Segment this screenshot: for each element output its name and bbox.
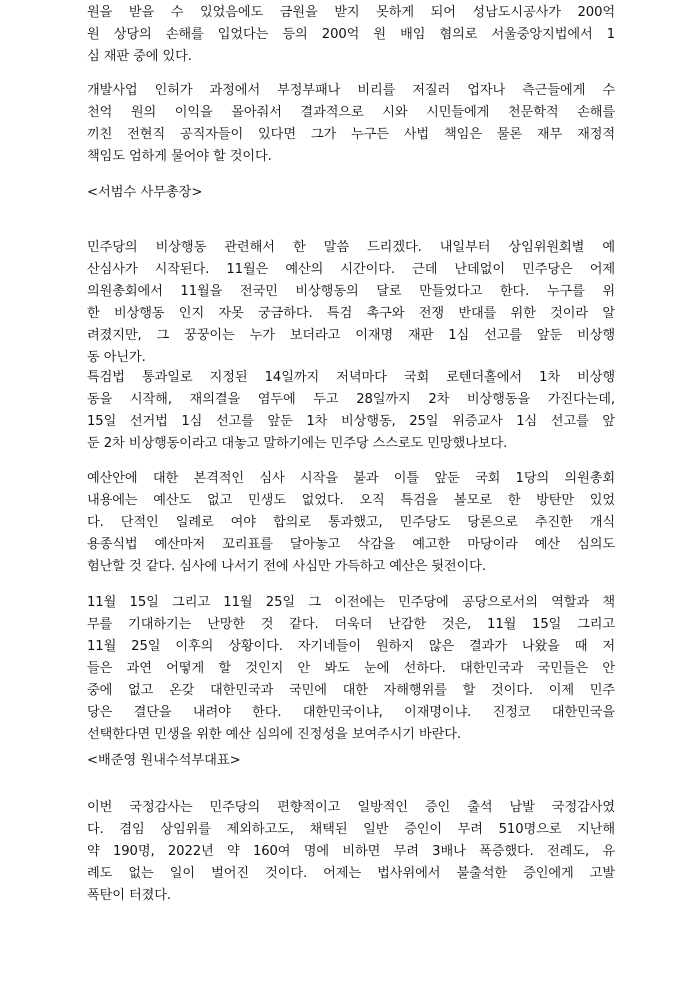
text-line: 천억 원의 이익을 몰아줘서 결과적으로 시와 시민들에게 천문학적 손해를 [87, 105, 615, 120]
text-line: 동 아닌가. [87, 350, 146, 365]
section-heading [87, 750, 615, 772]
text-line: 용종식법 예산마저 꼬리표를 달아놓고 삭감을 예고한 마당이라 예산 심의도 [87, 537, 615, 552]
text-line: 당은 결단을 내려야 한다. 대한민국이냐, 이재명이냐. 진정코 대한민국을 [87, 705, 615, 720]
text-line: 다. 단적인 일례로 여야 합의로 통과했고, 민주당도 당론으로 추진한 개식 [87, 515, 615, 530]
text-line: 험난할 것 같다. 심사에 나서기 전에 사심만 가득하고 예산은 뒷전이다. [87, 559, 486, 574]
text-line: 심 재판 중에 있다. [87, 49, 192, 64]
body-paragraph [87, 237, 615, 369]
text-line: 둔 2차 비상행동이라고 대놓고 말하기에는 민주당 스스로도 민망했나보다. [87, 436, 508, 451]
text-line: 선택한다면 민생을 위한 예산 심의에 진정성을 보여주시기 바란다. [87, 727, 461, 742]
text-line: 의원총회에서 11월을 전국민 비상행동의 달로 만들었다고 한다. 누구를 위 [87, 284, 615, 299]
text-line: 무를 기대하기는 난망한 것 같다. 더욱더 난감한 것은, 11월 15일 그리고 [87, 617, 615, 632]
text-line: 11월 15일 그리고 11월 25일 그 이전에는 민주당에 공당으로서의 역할과 책 [87, 595, 615, 610]
text-line: 개발사업 인허가 과정에서 부정부패나 비리를 저질러 업자나 측근들에게 수 [87, 83, 615, 98]
text-line: 산심사가 시작된다. 11월은 예산의 시간이다. 근데 난데없이 민주당은 어제 [87, 262, 615, 277]
body-paragraph [87, 468, 615, 578]
text-line: 다. 겸임 상임위를 제외하고도, 채택된 일반 증인이 무려 510명으로 지난해 [87, 822, 615, 837]
text-line: 약 190명, 2022년 약 160여 명에 비하면 무려 3배나 폭증했다. 전례도, 유 [87, 844, 615, 859]
text-line: 예산안에 대한 본격적인 심사 시작을 불과 이틀 앞둔 국회 1당의 의원총회 [87, 471, 615, 486]
text-line: 중에 없고 온갖 대한민국과 국민에 대한 자해행위를 할 것이다. 이제 민주 [87, 683, 615, 698]
text-line: 원 상당의 손해를 입었다는 등의 200억 원 배임 혐의로 서울중앙지법에서 1 [87, 27, 615, 42]
text-line: <서범수 사무총장> [87, 185, 203, 200]
body-paragraph [87, 367, 615, 455]
text-line: 15일 선거법 1심 선고를 앞둔 1차 비상행동, 25일 위증교사 1심 선고를 앞 [87, 414, 615, 429]
text-line: 들은 과연 어떻게 할 것인지 안 봐도 눈에 선하다. 대한민국과 국민들은 안 [87, 661, 615, 676]
text-line: 려졌지만, 그 꿍꿍이는 누가 보더라고 이재명 재판 1심 선고를 앞둔 비상행 [87, 328, 615, 343]
text-line: 례도 없는 일이 벌어진 것이다. 어제는 법사위에서 불출석한 증인에게 고발 [87, 866, 615, 881]
text-line: 특검법 통과일로 지정된 14일까지 저녁마다 국회 로텐더홀에서 1차 비상행 [87, 370, 615, 385]
text-line: 민주당의 비상행동 관련해서 한 말씀 드리겠다. 내일부터 상임위원회별 예 [87, 240, 615, 255]
text-line: 폭탄이 터졌다. [87, 888, 172, 903]
text-line: 이번 국정감사는 민주당의 편향적이고 일방적인 증인 출석 남발 국정감사였 [87, 800, 615, 815]
text-line: 책임도 엄하게 물어야 할 것이다. [87, 149, 272, 164]
text-line: 동을 시작해, 재의결을 염두에 두고 28일까지 2차 비상행동을 가진다는데, [87, 392, 615, 407]
text-line: <배준영 원내수석부대표> [87, 753, 241, 768]
text-line: 11월 25일 이후의 상황이다. 자기네들이 원하지 않은 결과가 나왔을 때 저 [87, 639, 615, 654]
body-paragraph [87, 797, 615, 907]
body-paragraph [87, 80, 615, 168]
text-line: 내용에는 예산도 없고 민생도 없었다. 오직 특검을 볼모로 한 방탄만 있었 [87, 493, 615, 508]
text-line: 원을 받을 수 있었음에도 금원을 받지 못하게 되어 성남도시공사가 200억 [87, 5, 615, 20]
body-paragraph [87, 592, 615, 746]
body-paragraph [87, 2, 615, 68]
section-heading [87, 182, 615, 204]
text-line: 한 비상행동 인지 자못 궁금하다. 특검 촉구와 전쟁 반대를 위한 것이라 알 [87, 306, 615, 321]
text-line: 끼친 전현직 공직자들이 있다면 그가 누구든 사법 책임은 물론 재무 재정적 [87, 127, 615, 142]
